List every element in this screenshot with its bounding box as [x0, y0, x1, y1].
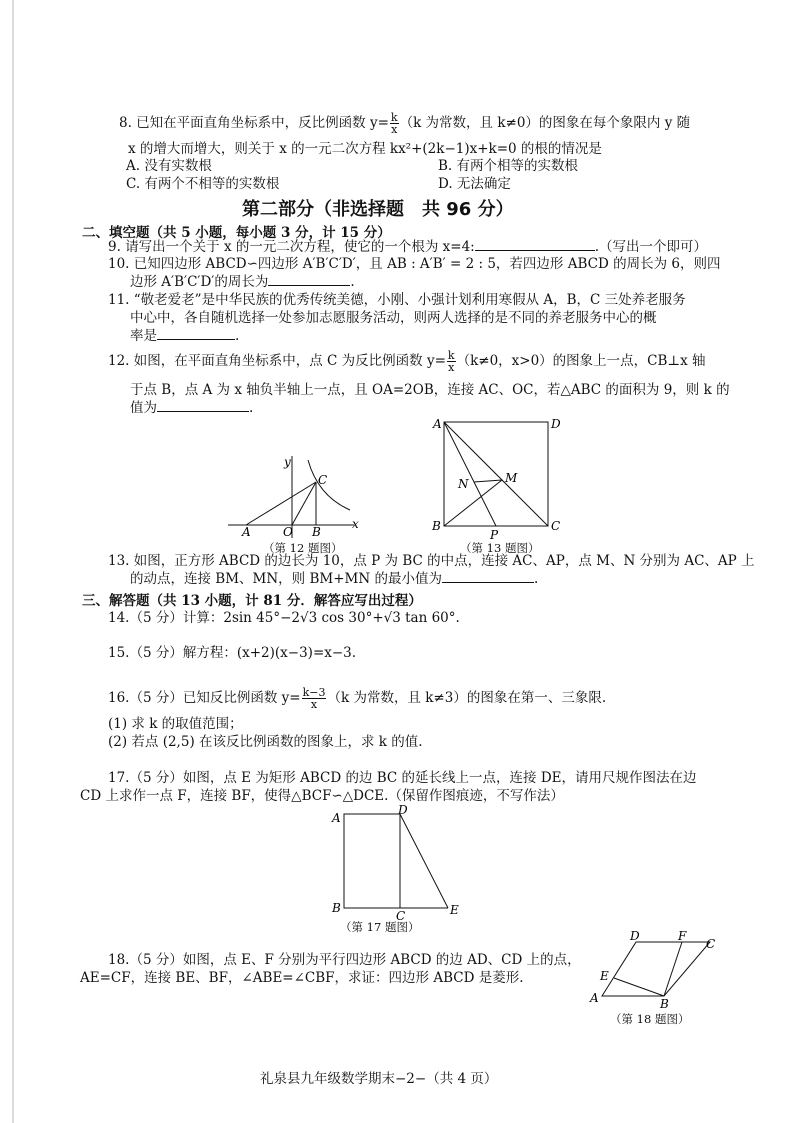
fig12-label: x [352, 517, 359, 531]
q13-line2: 的动点，连接 BM、MN，则 BM+MN 的最小值为 . [130, 571, 539, 587]
q8-option-c: C. 有两个不相等的实数根 [126, 176, 280, 192]
q11-line1: 11. “敬老爱老”是中华民族的优秀传统美德，小刚、小强计划利用寒假从 A，B，C 三处养老服务 [108, 292, 686, 308]
q10-line1: 10. 已知四边形 ABCD∽四边形 A′B′C′D′，且 AB : A′B′ = 2 : 5，若四边形 ABCD 的周长为 6，则四 [108, 256, 721, 272]
fig13-label: D [551, 417, 561, 431]
q8-line1: 8. 已知在平面直角坐标系中，反比例函数 y= $\frac{k}{x}$ （k 为常数，且 k≠0）的图象在每个象限内 y 随 [119, 111, 691, 136]
q17-line1: 17.（5 分）如图，点 E 为矩形 ABCD 的边 BC 的延长线上一点，连接 DE，请用尺规作图法在边 [108, 770, 697, 786]
q10-line2: 边形 A′B′C′D′的周长为 . [130, 274, 355, 290]
segment-ap [444, 422, 496, 526]
section3-title: 三、解答题（共 13 小题，计 81 分．解答应写出过程） [82, 593, 422, 609]
rectangle-abcd [344, 814, 400, 908]
fig13-label: N [458, 477, 469, 491]
fig13-label: B [432, 519, 441, 533]
fig13-caption: （第 13 题图） [460, 541, 540, 555]
fig17-label: E [450, 903, 459, 917]
fig17-caption: （第 17 题图） [340, 920, 420, 934]
fig12-label: B [312, 525, 321, 538]
fig18-label: B [660, 997, 669, 1010]
q12-answer-blank[interactable] [157, 411, 249, 412]
q11-answer-blank[interactable] [157, 339, 235, 340]
page-footer: 礼泉县九年级数学期末−2−（共 4 页） [260, 1071, 498, 1087]
q10-answer-blank[interactable] [268, 285, 350, 286]
segment-ac [246, 482, 316, 525]
fig18-label: C [706, 937, 716, 951]
figure-12 [228, 452, 368, 538]
part2-heading: 第二部分（非选择题 共 96 分） [242, 199, 514, 220]
segment-bf [664, 942, 682, 996]
segment-be [614, 978, 664, 996]
q11-line2: 中心中，各自随机选择一处参加志愿服务活动，则两人选择的是不同的养老服务中心的概 [130, 310, 657, 326]
q8-option-b: B. 有两个相等的实数根 [438, 158, 579, 174]
q12-line1: 12. 如图，在平面直角坐标系中，点 C 为反比例函数 y= $\frac{k}{x}$ （k≠0，x>0）的图象上一点，CB⊥x 轴 [108, 349, 706, 374]
fig18-caption: （第 18 题图） [610, 1012, 690, 1026]
fig17-label: B [332, 901, 341, 915]
page-edge [12, 0, 14, 1123]
figure-18 [584, 928, 724, 1010]
q8-line2: x 的增大而增大，则关于 x 的一元二次方程 kx²+(2k−1)x+k=0 的根的情况是 [128, 141, 602, 157]
q15: 15.（5 分）解方程：(x+2)(x−3)=x−3. [108, 645, 357, 661]
fig18-label: E [600, 969, 609, 983]
q16-sub2: (2) 若点 (2,5) 在该反比例函数的图象上，求 k 的值. [108, 734, 423, 750]
q12-fraction: $\frac{k}{x}$ [447, 349, 455, 374]
segment-bm [444, 480, 502, 526]
q14: 14.（5 分）计算：2sin 45°−2√3 cos 30°+√3 tan 60°. [108, 610, 460, 626]
figure-13 [430, 414, 570, 542]
fig12-label: C [318, 473, 328, 487]
q8-option-a: A. 没有实数根 [126, 158, 212, 174]
fig12-caption: （第 12 题图） [263, 541, 343, 555]
fig17-label: C [396, 909, 406, 920]
q13-line1: 13. 如图，正方形 ABCD 的边长为 10，点 P 为 BC 的中点，连接 AC、AP，点 M、N 分别为 AC、AP 上 [108, 553, 755, 569]
segment-oc [292, 482, 316, 525]
section2-title: 二、填空题（共 5 小题，每小题 3 分，计 15 分） [82, 225, 391, 241]
segment-mn [474, 480, 502, 482]
fig18-label: D [630, 929, 640, 943]
fig12-label: O [283, 525, 293, 538]
fig12-label: y [284, 455, 291, 469]
q16-line1: 16.（5 分）已知反比例函数 y= $\frac{k-3}{x}$ （k 为常数，且 k≠3）的图象在第一、三象限. [108, 686, 607, 711]
q18-line1: 18.（5 分）如图，点 E、F 分别为平行四边形 ABCD 的边 AD、CD 上的点， [108, 952, 581, 968]
fig13-label: C [551, 519, 561, 533]
q8-option-d: D. 无法确定 [438, 176, 511, 192]
q17-line2: CD 上求作一点 F，连接 BF，使得△BCF∽△DCE.（保留作图痕迹，不写作法） [80, 788, 564, 804]
fig18-label: F [678, 929, 687, 943]
fig18-label: A [590, 991, 599, 1005]
segment-de [400, 814, 448, 908]
q16-fraction: $\frac{k-3}{x}$ [302, 686, 326, 711]
fig17-label: A [332, 811, 341, 825]
q11-line3: 率是 . [130, 328, 240, 344]
q8-fraction: $\frac{k}{x}$ [390, 111, 398, 136]
fig13-label: P [490, 528, 499, 542]
q16-sub1: (1) 求 k 的取值范围； [108, 716, 243, 732]
parallelogram-abcd [602, 942, 710, 996]
fig12-label: A [242, 525, 251, 538]
q13-answer-blank[interactable] [442, 582, 534, 583]
q12-line3: 值为 . [130, 400, 254, 416]
fig13-label: M [505, 471, 518, 485]
q9-answer-blank[interactable] [475, 250, 595, 251]
q12-line2: 于点 B，点 A 为 x 轴负半轴上一点，且 OA=2OB，连接 AC、OC，若△ABC 的面积为 9，则 k 的 [130, 382, 730, 398]
diagonal-ac [444, 422, 548, 526]
fig17-label: D [398, 804, 408, 817]
figure-17 [326, 804, 466, 920]
q9: 9. 请写出一个关于 x 的一元二次方程，使它的一个根为 x=4: .（写出一个即可） [108, 239, 708, 255]
q18-line2: AE=CF，连接 BE、BF，∠ABE=∠CBF，求证：四边形 ABCD 是菱形. [80, 970, 524, 986]
fig13-label: A [433, 417, 442, 431]
